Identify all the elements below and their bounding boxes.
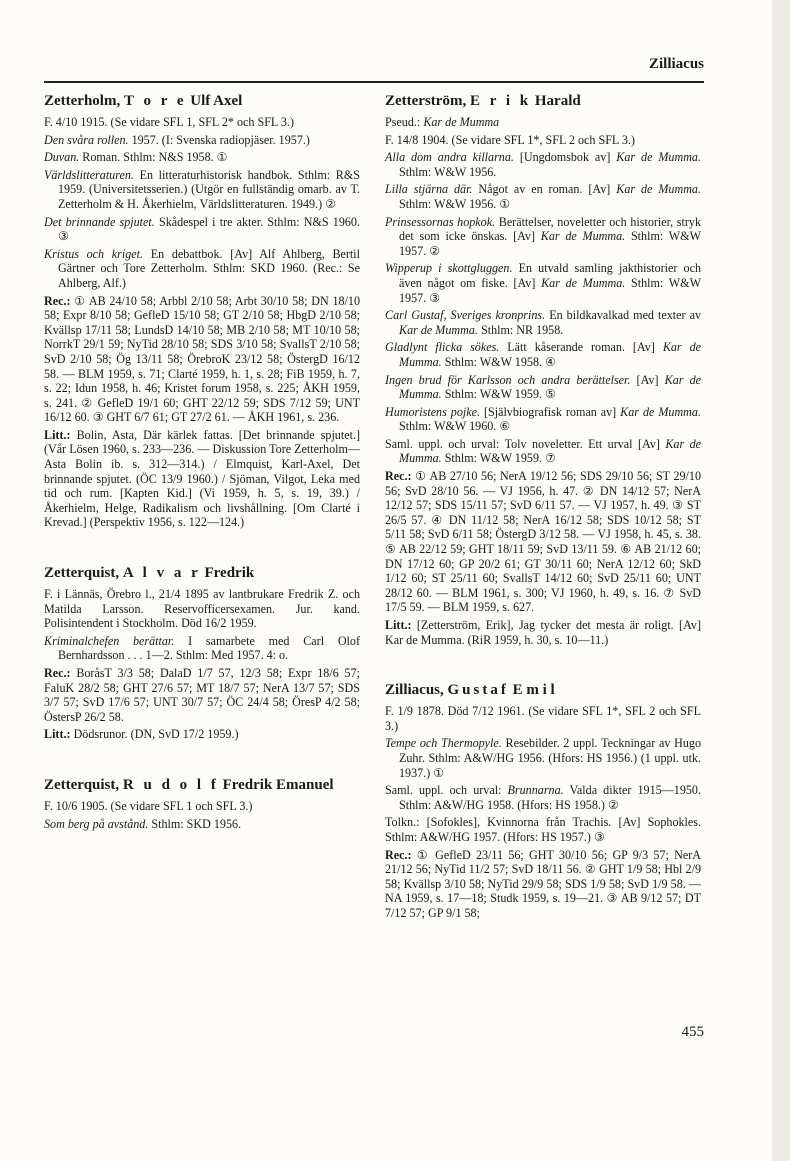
entry-bio-paragraph (44, 799, 360, 814)
text-segment: Lätt kåserande roman. [Av] (499, 340, 663, 355)
entry-work-paragraph (44, 150, 360, 165)
work-title: Duvan. (44, 150, 80, 165)
text-segment: F. 1/9 1878. Död 7/12 1961. (Se vidare SFL 1*, SFL 2 och SFL 3.) (385, 704, 701, 733)
author-first-name: T o r e (123, 93, 187, 109)
text-segment: En litteraturhistorisk handbok. Sthlm: R&S 1959. (Universitetsserien.) (Utgör en fullständig omarb. av T. Zetterholm & H. Åkerhielm, Världslitteraturen. 1949.) ② (58, 167, 360, 211)
text-segment: Resebilder. 2 uppl. Teckningar av Hugo Zuhr. Sthlm: A&W/HG 1956. (Hfors: HS 1956.) (1 uppl. utk. 1937.) ① (399, 736, 702, 780)
work-title: Kar de Mumma. (399, 322, 478, 337)
author-surname: Zetterström, (385, 93, 467, 109)
work-title: Världslitteraturen. (44, 167, 134, 182)
entry-work-paragraph (385, 340, 701, 369)
text-segment: Sthlm: NR 1958. (477, 322, 564, 337)
text-segment: Roman. Sthlm: N&S 1958. ① (79, 150, 228, 165)
author-rest-name: Fredrik Emanuel (222, 776, 334, 793)
text-segment: [Ungdomsbok av] (513, 150, 617, 165)
work-title: Lilla stjärna där. (385, 182, 473, 197)
entry (44, 564, 360, 742)
entry-bio-paragraph (385, 704, 701, 733)
text-segment: Sthlm: W&W 1960. ⑥ (399, 419, 511, 434)
text-segment: Sthlm: W&W 1956. (399, 164, 497, 179)
work-title: Kar de Mumma (423, 115, 500, 129)
entry-work-paragraph (385, 261, 701, 305)
entry (385, 92, 701, 647)
entry-work-paragraph (44, 247, 360, 291)
text-segment: [Självbiografisk roman av] (480, 404, 621, 419)
entry-section-paragraph (385, 469, 701, 615)
text-segment: [Zetterström, Erik], Jag tycker det mesta är roligt. [Av] Kar de Mumma. (RiR 1959, h. 30, s. 10—11.) (385, 618, 701, 647)
entry-work-paragraph (385, 308, 701, 337)
entry-work-paragraph (44, 215, 360, 244)
text-segment: F. 10/6 1905. (Se vidare SFL 1 och SFL 3.) (44, 798, 253, 813)
entry-work-paragraph (44, 817, 360, 832)
entry-heading (385, 92, 701, 110)
text-segment: Sthlm: SKD 1956. (148, 816, 242, 831)
work-title: Ingen brud för Karlsson och andra berättelser. (385, 372, 631, 387)
author-first-name: Gustaf (447, 682, 509, 699)
work-title: Kar de Mumma. (616, 150, 702, 165)
work-title: Prinsessornas hopkok. (385, 214, 496, 229)
entry-work-paragraph (385, 405, 701, 434)
right-column (385, 92, 701, 955)
text-segment: Tolkn.: [Sofokles], Kvinnorna från Trachis. [Av] Sophokles. Sthlm: A&W/HG 1957. (Hfors: HS 1957.) ③ (385, 815, 701, 844)
entry-heading (385, 681, 701, 699)
work-title: Som berg på avstånd. (44, 816, 149, 831)
text-segment: Sthlm: W&W 1956. ① (399, 196, 511, 211)
left-column (44, 92, 360, 865)
text-segment: [Av] (630, 372, 665, 387)
work-title: Det brinnande spjutet. (44, 214, 155, 229)
text-segment: En debattbok. [Av] Alf Ahlberg, Bertil Gärtner och Tore Zetterholm. Sthlm: SKD 1960. (Rec.: Se Ahlberg, Alf.) (58, 246, 360, 290)
text-segment: F. 4/10 1915. (Se vidare SFL 1, SFL 2* och SFL 3.) (44, 115, 294, 129)
entry-work-paragraph (44, 168, 360, 212)
work-title: Brunnarna. (507, 783, 564, 798)
text-segment: 1957. (I: Svenska radiopjäser. 1957.) (128, 132, 310, 147)
author-rest-name: Ulf Axel (190, 93, 243, 109)
text-segment: Bolin, Asta, Där kärlek fattas. [Det brinnande spjutet.] (Vår Lösen 1960, s. 233—236. — Diskussion Tore Zetterholm—Asta Bolin ib. s. 312—314.) / Elmquist, Karl-Axel, Det brinnande spjutet. (ÖC 13/9 1960.) / Sjöman, Vilgot, Leka med tid och rum. [Kapten Kid.] (Vi 1959, h. 5, s. 19, 39.) / Åkerhielm, Helge, Radikalism och livshållning. [Om Clarté i Krevad.] (Perspektiv 1956, s. 122—124.) (44, 427, 360, 530)
author-surname: Zilliacus, (385, 682, 444, 699)
entry (44, 92, 360, 530)
page-edge (772, 0, 790, 1161)
work-title: Wipperup i skottgluggen. (385, 261, 513, 276)
text-segment: Berättelser, noveletter och historier, stryk det som icke önskas. [Av] (399, 214, 701, 244)
author-first-name: A l v a r (122, 565, 201, 582)
section-label: Litt.: (385, 618, 412, 632)
text-segment: En bildkavalkad med texter av (545, 308, 701, 323)
running-head: Zilliacus (648, 56, 704, 72)
text-segment: ① AB 24/10 58; Arbbl 2/10 58; Arbt 30/10 58; DN 18/10 58; Expr 8/10 58; GefleD 15/10 58; GT 2/10 58; HbgD 2/10 58; Kvällsp 17/11 58; LundsD 14/10 58; MB 2/10 58; MT 10/10 58; NorrkT 29/1 59; NyTid 28/10 58; SDS 3/10 58; SvallsT 2/10 58; SvD 2/10 58; Ög 13/11 58; ÖrebroK 23/12 58; ÖstergD 16/12 58. — BLM 1959, s. 71; Clarté 1959, h. 1, s. 28; FiB 1959, h. 7, s. 22; Idun 1958, h. 46; Kristet forum 1958, s. 225; ÅKH 1959, s. 241. ② GefleD 19/1 60; GHT 22/12 59; SDS 7/12 59; UNT 16/12 60. ③ GHT 6/7 61; GT 27/2 61. — ÅKH 1961, s. 236. (44, 293, 360, 425)
header-rule (44, 81, 704, 83)
entry-section-paragraph (385, 815, 701, 844)
work-title: Alla dom andra killarna. (385, 150, 514, 165)
text-segment: Sthlm: W&W 1959. ⑤ (441, 387, 556, 402)
text-segment: Sthlm: W&W 1959. ⑦ (441, 451, 556, 466)
text-segment: ① AB 27/10 56; NerA 19/12 56; SDS 29/10 56; ST 29/10 56; SvD 28/10 56. — VJ 1956, h. 47. ② DN 14/12 57; NerA 12/12 57; SDS 15/11 57; SvD 6/11 57. — VJ 1957, h. 49. ③ ST 26/5 57. ④ DN 11/12 58; NerA 16/12 58; SDS 10/12 58; ST 5/11 58; SvD 6/11 58; ÖstergD 3/12 58. — VJ 1958, h. 45, s. 38. ⑤ AB 22/12 59; GHT 18/11 59; SvD 13/11 59. ⑥ AB 21/12 60; DN 17/12 60; GP 20/2 61; GT 30/11 60; NerA 12/12 60; SkD 1/12 60; ST 25/11 60; SvallsT 14/12 60; SvD 25/11 60; UNT 28/12 60. — BLM 1961, s. 300; VJ 1960, h. 49, s. 16. ⑦ SvD 17/5 59. — BLM 1959, s. 627. (385, 469, 701, 615)
text-segment: F. i Lännäs, Örebro l., 21/4 1895 av lantbrukare Fredrik Z. och Matilda Larsson. Reservofficersexamen. Jur. kand. Polisintendent i Stockholm. Död 16/2 1959. (44, 587, 360, 631)
author-first-name: R u d o l f (122, 776, 219, 793)
entry-section-paragraph (44, 666, 360, 724)
entry (44, 776, 360, 831)
entry-bio-paragraph (385, 133, 701, 148)
work-title: Kar de Mumma. (620, 404, 701, 419)
entry-bio-paragraph (385, 115, 701, 130)
text-segment: I samarbete med Carl Olof Bernhardsson . . . 1—2. Sthlm: Med 1957. 4: o. (58, 633, 360, 663)
work-title: Kar de Mumma. (616, 182, 702, 197)
entry-work-paragraph (385, 182, 701, 211)
text-segment: Något av en roman. [Av] (472, 182, 617, 197)
section-label: Litt.: (44, 727, 71, 742)
text-segment: Skådespel i tre akter. Sthlm: N&S 1960. ③ (58, 214, 360, 244)
author-rest-name: E m i l (512, 682, 555, 699)
entry-work-paragraph (385, 437, 701, 466)
entry-section-paragraph (385, 848, 701, 921)
work-title: Kar de Mumma. (399, 340, 702, 369)
entry-work-paragraph (385, 373, 701, 402)
entry-section-paragraph (385, 618, 701, 647)
entry-work-paragraph (385, 215, 701, 259)
section-label: Rec.: (385, 469, 412, 484)
entry-heading (44, 776, 360, 794)
entry-work-paragraph (44, 133, 360, 148)
section-label: Rec.: (44, 293, 71, 308)
entry-bio-paragraph (44, 587, 360, 631)
text-segment: F. 14/8 1904. (Se vidare SFL 1*, SFL 2 och SFL 3.) (385, 132, 635, 147)
section-label: Rec.: (385, 847, 412, 862)
text-segment: BoråsT 3/3 58; DalaD 1/7 57, 12/3 58; Expr 18/6 57; FaluK 28/2 58; GHT 27/6 57; MT 18/7 57; NerA 13/7 57; SDS 3/7 57; SvD 17/6 57; UNT 30/7 57; ÖC 24/4 58; ÖresP 4/2 58; ÖstersP 26/2 58. (44, 666, 360, 724)
text-segment: Sthlm: W&W 1957. ③ (399, 275, 701, 305)
section-label: Rec.: (44, 666, 71, 680)
text-segment: Dödsrunor. (DN, SvD 17/2 1959.) (70, 727, 239, 742)
work-title: Kristus och kriget. (44, 246, 144, 261)
work-title: Kar de Mumma. (540, 229, 626, 244)
entry-section-paragraph (44, 428, 360, 530)
entry-section-paragraph (44, 727, 360, 742)
page-number: 455 (681, 1024, 704, 1040)
text-segment: Sthlm: W&W 1958. ④ (441, 354, 556, 369)
entry-heading (44, 564, 360, 582)
work-title: Humoristens pojke. (385, 404, 480, 419)
author-rest-name: Fredrik (204, 565, 255, 582)
author-rest-name: Harald (534, 93, 581, 109)
work-title: Den svåra rollen. (44, 132, 129, 147)
work-title: Carl Gustaf, Sveriges kronprins. (385, 308, 546, 323)
work-title: Kar de Mumma. (399, 372, 701, 402)
entry-bio-paragraph (44, 115, 360, 130)
text-segment: ① GefleD 23/11 56; GHT 30/10 56; GP 9/3 57; NerA 21/12 56; NyTid 11/2 57; SvD 18/11 56. ② GHT 1/9 58; Hbl 2/9 58; Kvällsp 3/10 58; NyTid 29/9 58; SDS 1/9 58; SvD 1/9 58. — NA 1959, s. 17—18; Studk 1959, s. 19—21. ③ AB 9/12 57; DT 7/12 57; GP 9/1 58; (385, 847, 701, 920)
work-title: Kriminalchefen berättar. (44, 633, 175, 648)
entry-work-paragraph (385, 150, 701, 179)
author-surname: Zetterholm, (44, 93, 121, 109)
author-surname: Zetterquist, (44, 565, 120, 582)
work-title: Kar de Mumma. (399, 436, 701, 466)
section-label: Litt.: (44, 427, 71, 442)
text-segment: Sthlm: W&W 1957. ② (399, 229, 701, 258)
text-segment: Saml. uppl. och urval: Tolv noveletter. Ett urval [Av] (385, 436, 666, 451)
work-title: Tempe och Thermopyle. (385, 736, 502, 751)
entry-section-paragraph (44, 294, 360, 425)
entry-work-paragraph (385, 783, 701, 812)
work-title: Gladlynt flicka sökes. (385, 340, 500, 355)
text-segment: Pseud.: (385, 115, 424, 129)
text-segment: Valda dikter 1915—1950. Sthlm: A&W/HG 1958. (Hfors: HS 1958.) ② (399, 783, 701, 812)
entry-heading (44, 92, 360, 110)
author-first-name: E r i k (469, 93, 532, 109)
work-title: Kar de Mumma. (541, 275, 626, 290)
text-segment: Saml. uppl. och urval: (385, 783, 508, 798)
entry-work-paragraph (44, 634, 360, 663)
author-surname: Zetterquist, (44, 776, 120, 793)
text-segment: En utvald samling jakthistorier och även något om fiske. [Av] (399, 261, 701, 290)
entry (385, 681, 701, 920)
entry-work-paragraph (385, 736, 701, 780)
